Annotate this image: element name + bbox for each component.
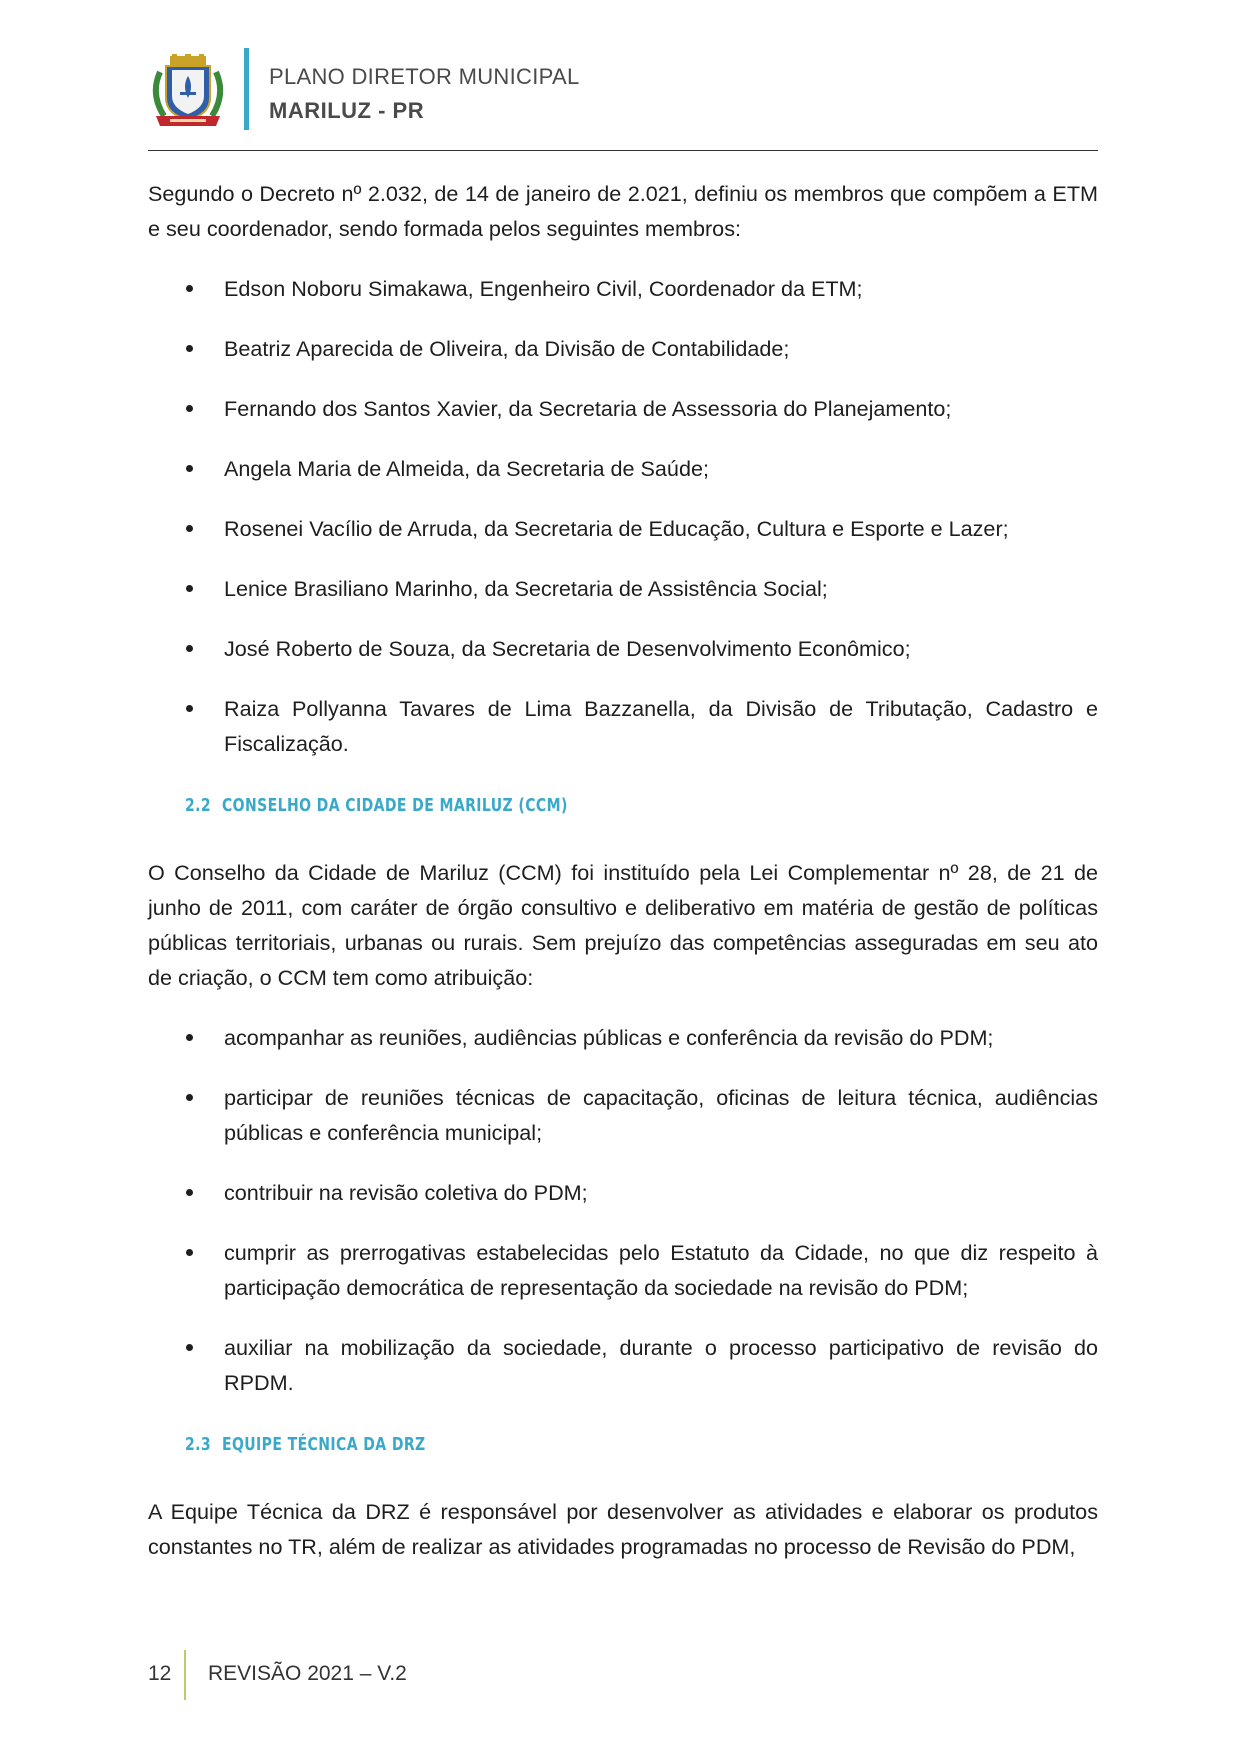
header-subtitle: MARILUZ - PR: [269, 98, 425, 123]
bullet-icon: [186, 705, 193, 712]
drz-paragraph: A Equipe Técnica da DRZ é responsável por desenvolver as atividades e elaborar os produtos constantes no TR, além de realizar as atividades programadas no processo de Revisão do PDM,: [148, 1499, 1098, 1559]
bullet-icon: [186, 285, 193, 292]
section-title: EQUIPE TÉCNICA DA DRZ: [221, 1434, 426, 1455]
header-divider: [148, 150, 1098, 151]
bullet-icon: [186, 525, 193, 532]
section-number: 2.2: [185, 795, 212, 816]
list-item: Edson Noboru Simakawa, Engenheiro Civil, Coordenador da ETM;: [148, 271, 1098, 306]
municipal-coat-of-arms-icon: [148, 54, 228, 130]
footer-divider: [184, 1650, 186, 1700]
list-item: acompanhar as reuniões, audiências públicas e conferência da revisão do PDM;: [148, 1020, 1098, 1055]
list-item: Fernando dos Santos Xavier, da Secretaria de Assessoria do Planejamento;: [148, 391, 1098, 426]
bullet-icon: [186, 465, 193, 472]
list-item: contribuir na revisão coletiva do PDM;: [148, 1175, 1098, 1210]
page-number: 12: [148, 1662, 172, 1685]
ccm-attribution-list: [148, 1020, 1098, 1400]
section-number: 2.3: [185, 1434, 212, 1455]
bullet-icon: [186, 1034, 193, 1041]
section-heading-2-3: [185, 1430, 897, 1460]
header-accent-bar: [244, 48, 249, 130]
revision-label: REVISÃO 2021 – V.2: [208, 1662, 407, 1685]
bullet-icon: [186, 1189, 193, 1196]
section-heading-2-2: [185, 791, 897, 821]
list-item: Raiza Pollyanna Tavares de Lima Bazzanella, da Divisão de Tributação, Cadastro e Fiscalização.: [148, 691, 1098, 761]
list-item: Rosenei Vacílio de Arruda, da Secretaria de Educação, Cultura e Esporte e Lazer;: [148, 511, 1098, 546]
intro-paragraph: Segundo o Decreto nº 2.032, de 14 de janeiro de 2.021, definiu os membros que compõem a ETM e seu coordenador, sendo formada pelos seguintes membros:: [148, 181, 1098, 241]
list-item: José Roberto de Souza, da Secretaria de Desenvolvimento Econômico;: [148, 631, 1098, 666]
etm-member-list: [148, 271, 1098, 761]
list-item: Beatriz Aparecida de Oliveira, da Divisão de Contabilidade;: [148, 331, 1098, 366]
bullet-icon: [186, 405, 193, 412]
bullet-icon: [186, 585, 193, 592]
bullet-icon: [186, 1249, 193, 1256]
header-title: PLANO DIRETOR MUNICIPAL: [269, 64, 580, 89]
list-item: Lenice Brasiliano Marinho, da Secretaria de Assistência Social;: [148, 571, 1098, 606]
page-content: [148, 176, 1098, 1564]
bullet-icon: [186, 345, 193, 352]
section-title: CONSELHO DA CIDADE DE MARILUZ (CCM): [221, 795, 568, 816]
bullet-icon: [186, 1344, 193, 1351]
bullet-icon: [186, 645, 193, 652]
list-item: auxiliar na mobilização da sociedade, durante o processo participativo de revisão do RPDM.: [148, 1330, 1098, 1400]
list-item: cumprir as prerrogativas estabelecidas pelo Estatuto da Cidade, no que diz respeito à participação democrática de representação da sociedade na revisão do PDM;: [148, 1235, 1098, 1305]
list-item: participar de reuniões técnicas de capacitação, oficinas de leitura técnica, audiências públicas e conferência municipal;: [148, 1080, 1098, 1150]
bullet-icon: [186, 1094, 193, 1101]
ccm-paragraph: O Conselho da Cidade de Mariluz (CCM) foi instituído pela Lei Complementar nº 28, de 21 de junho de 2011, com caráter de órgão consultivo e deliberativo em matéria de gestão de políticas públicas territoriais, urbanas ou rurais. Sem prejuízo das competências asseguradas em seu ato de criação, o CCM tem como atribuição:: [148, 860, 1098, 990]
list-item: Angela Maria de Almeida, da Secretaria de Saúde;: [148, 451, 1098, 486]
page-header: [148, 48, 1098, 152]
